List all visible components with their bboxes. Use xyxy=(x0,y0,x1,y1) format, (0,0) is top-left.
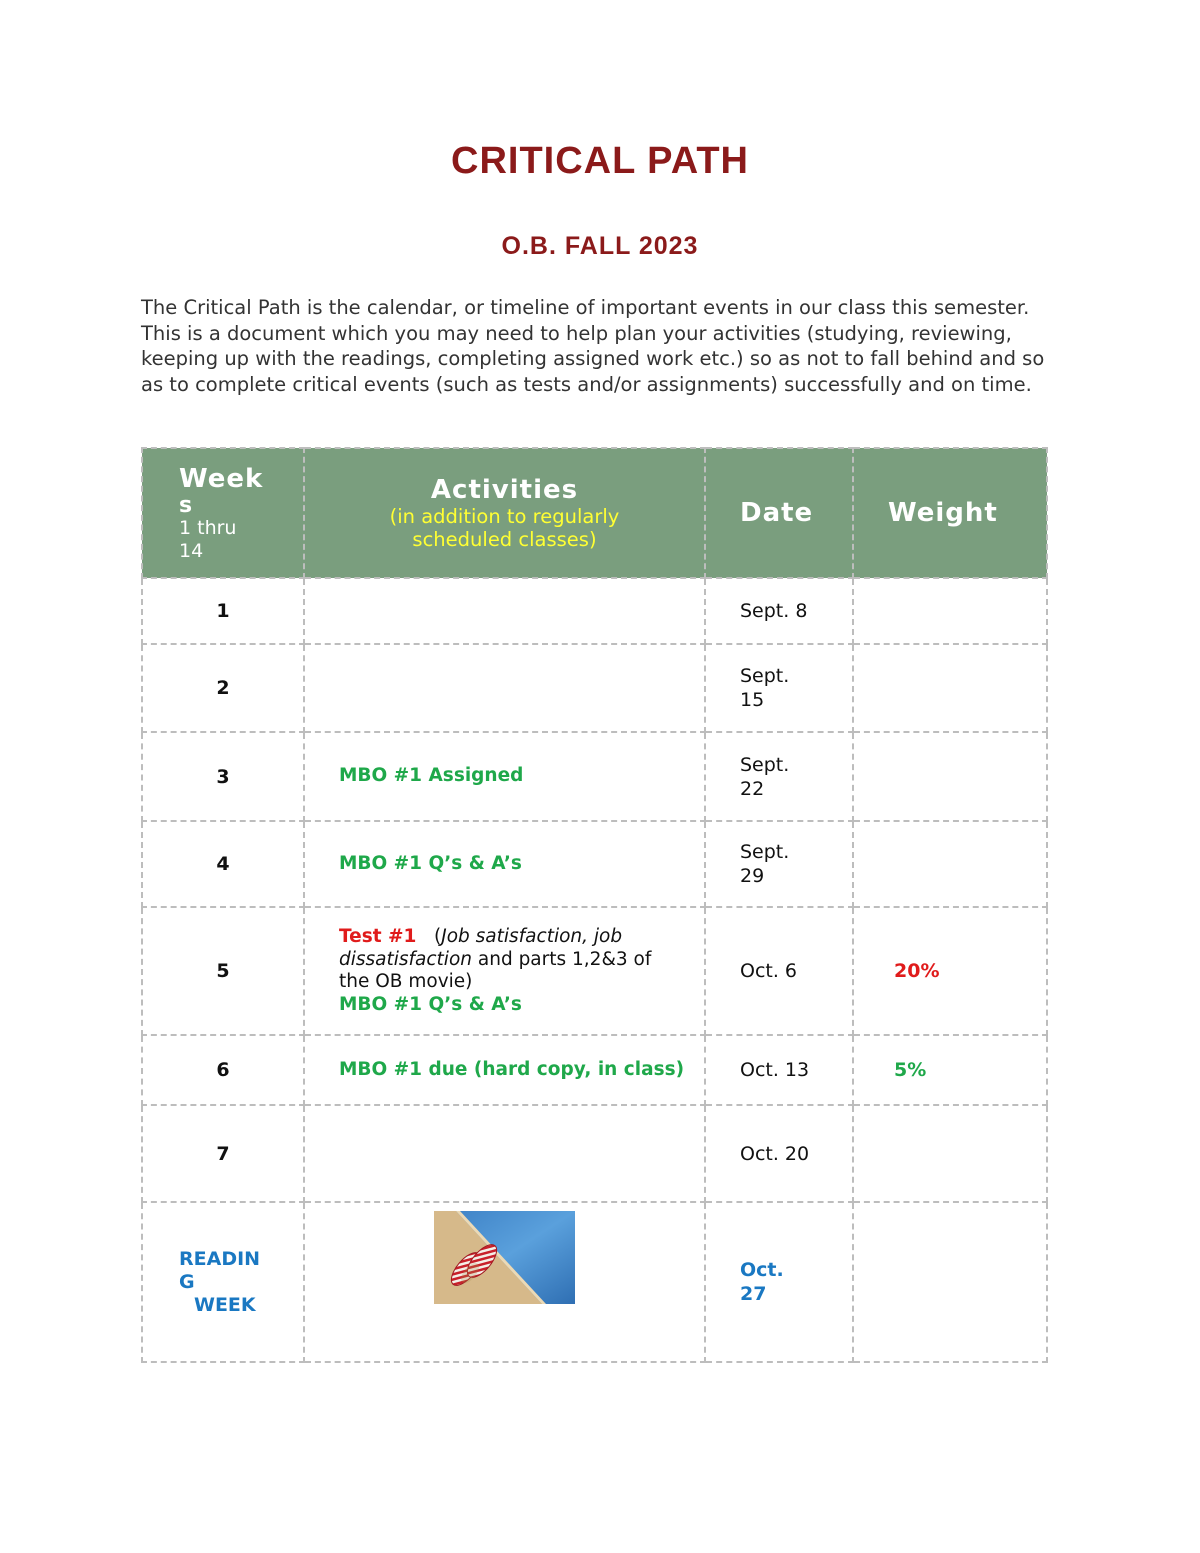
weight-value: 5% xyxy=(894,1059,927,1081)
activity-cell xyxy=(304,578,705,644)
date-cell xyxy=(705,644,853,732)
header-weeks xyxy=(142,448,304,578)
activity-cell xyxy=(304,1035,705,1105)
activity-mbo-due: MBO #1 due (hard copy, in class) xyxy=(339,1058,685,1080)
date-cell xyxy=(705,1035,853,1105)
activity-cell xyxy=(304,907,705,1035)
table-row-reading-week xyxy=(142,1202,1047,1362)
activity-test-topics: Job satisfaction, job dissatisfaction xyxy=(339,926,623,970)
date-cell xyxy=(705,907,853,1035)
header-weeks-sub2: 14 xyxy=(179,540,204,562)
date-line1: Oct. 13 xyxy=(740,1059,810,1081)
table-row xyxy=(142,1035,1047,1105)
activity-mbo-qa: MBO #1 Q’s & A’s xyxy=(339,852,522,874)
header-activities-sub1: (in addition to regularly xyxy=(389,505,620,528)
weight-cell xyxy=(853,821,1047,907)
date-line1: Sept. xyxy=(740,665,790,687)
date-cell xyxy=(705,1202,853,1362)
activity-cell xyxy=(304,1202,705,1362)
week-cell: 4 xyxy=(142,821,304,907)
table-row xyxy=(142,732,1047,821)
date-line2: 29 xyxy=(740,865,765,887)
activity-mbo-qa: MBO #1 Q’s & A’s xyxy=(339,993,522,1015)
week-cell: 6 xyxy=(142,1035,304,1105)
table-header-row xyxy=(142,448,1047,578)
date-cell xyxy=(705,821,853,907)
header-weight: Weight xyxy=(853,448,1047,578)
table-row xyxy=(142,578,1047,644)
date-cell xyxy=(705,1105,853,1202)
date-cell xyxy=(705,732,853,821)
weight-cell xyxy=(853,1035,1047,1105)
header-weeks-sub1: 1 thru xyxy=(179,517,237,539)
date-line1: Sept. 8 xyxy=(740,600,808,622)
flip-flops-by-pool-image xyxy=(434,1211,575,1304)
table-row xyxy=(142,1105,1047,1202)
intro-paragraph: The Critical Path is the calendar, or timeline of important events in our class this semester. This is a document which you may need to help plan your activities (studying, reviewing, keeping up with the readings, completing assigned work etc.) so as not to fall behind and so as to complete critical events (such as tests and/or assignments) successfully and on time. xyxy=(141,296,1045,396)
date-line1: Oct. 20 xyxy=(740,1142,810,1165)
date-line2: 22 xyxy=(740,777,765,800)
header-activities xyxy=(304,448,705,578)
date-line1: Sept. xyxy=(740,841,790,863)
activity-cell xyxy=(304,732,705,821)
header-activities-label: Activities xyxy=(430,475,579,505)
week-cell: 2 xyxy=(142,644,304,732)
table-row xyxy=(142,821,1047,907)
activity-mbo-assigned: MBO #1 Assigned xyxy=(339,765,524,787)
week-cell: 7 xyxy=(142,1105,304,1202)
weight-cell xyxy=(853,1202,1047,1362)
date-line1: Sept. xyxy=(740,753,790,776)
page-subtitle: O.B. FALL 2023 xyxy=(501,232,699,260)
date-cell xyxy=(705,578,853,644)
weight-cell xyxy=(853,907,1047,1035)
reading-week-cell xyxy=(142,1202,304,1362)
table-row xyxy=(142,907,1047,1035)
date-line1: Oct. 6 xyxy=(740,960,798,982)
date-line2: 27 xyxy=(740,1283,767,1305)
week-cell: 1 xyxy=(142,578,304,644)
weight-cell xyxy=(853,732,1047,821)
weight-value: 20% xyxy=(894,960,940,982)
critical-path-table xyxy=(141,447,1048,1363)
activity-test-rest: and parts 1,2&3 of the OB movie) xyxy=(339,948,652,992)
reading-week-line1: READIN xyxy=(179,1247,261,1270)
week-cell: 5 xyxy=(142,907,304,1035)
reading-week-line2: G xyxy=(179,1270,195,1293)
activity-cell xyxy=(304,644,705,732)
activity-test-label: Test #1 xyxy=(339,926,417,947)
header-weeks-line1: Week xyxy=(179,464,264,494)
week-cell: 3 xyxy=(142,732,304,821)
header-date: Date xyxy=(705,448,853,578)
activity-test-open: ( xyxy=(434,926,442,947)
page-title: CRITICAL PATH xyxy=(451,140,749,182)
header-activities-sub2: scheduled classes) xyxy=(412,528,597,551)
header-weeks-line2: s xyxy=(179,493,194,518)
weight-cell xyxy=(853,578,1047,644)
date-line2: 15 xyxy=(740,689,765,711)
activity-cell xyxy=(304,1105,705,1202)
activity-cell xyxy=(304,821,705,907)
date-line1: Oct. xyxy=(740,1259,784,1281)
reading-week-line3: WEEK xyxy=(194,1293,256,1316)
table-row xyxy=(142,644,1047,732)
weight-cell xyxy=(853,644,1047,732)
weight-cell xyxy=(853,1105,1047,1202)
